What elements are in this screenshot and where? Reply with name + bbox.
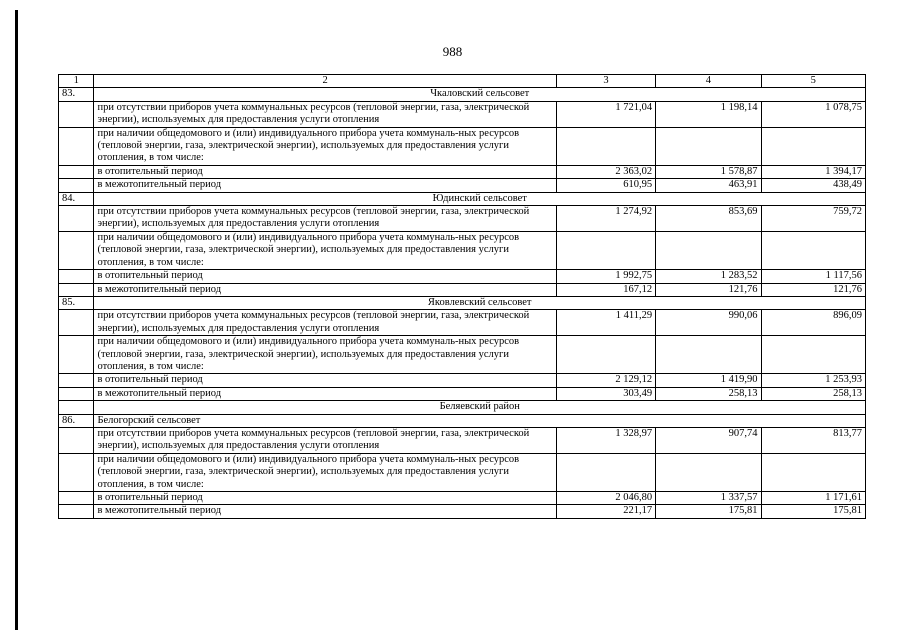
table-row xyxy=(59,492,866,505)
table-row xyxy=(59,231,866,269)
section-title-row xyxy=(59,192,866,205)
header-cell: 3 xyxy=(556,75,655,88)
table-row xyxy=(59,206,866,232)
row-number: 84. xyxy=(59,192,94,205)
value-cell: 853,69 xyxy=(656,206,761,232)
table-row xyxy=(59,127,866,165)
section-title-row xyxy=(59,296,866,309)
value-cell: 2 363,02 xyxy=(556,165,655,178)
section-title-row xyxy=(59,414,866,427)
row-description: при наличии общедомового и (или) индивидуального прибора учета коммуналь-ных ресурсов (тепловой энергии, газа, электрической энергии), используемых для предоставления услуги отопления, в том числе: xyxy=(94,336,556,374)
value-cell: 1 992,75 xyxy=(556,270,655,283)
value-cell: 167,12 xyxy=(556,283,655,296)
value-cell: 1 419,90 xyxy=(656,374,761,387)
value-cell: 463,91 xyxy=(656,179,761,192)
row-number: 83. xyxy=(59,88,94,101)
table-row xyxy=(59,165,866,178)
header-row xyxy=(59,75,866,88)
settlement-name: Чкаловский сельсовет xyxy=(94,88,866,101)
value-cell: 258,13 xyxy=(656,387,761,400)
row-description: при отсутствии приборов учета коммунальных ресурсов (тепловой энергии, газа, электрической энергии), используемых для предоставления услуги отопления xyxy=(94,310,556,336)
row-description: в межотопительный период xyxy=(94,283,556,296)
value-cell: 2 129,12 xyxy=(556,374,655,387)
value-cell: 1 253,93 xyxy=(761,374,865,387)
left-margin-bar xyxy=(15,10,18,630)
row-number: 85. xyxy=(59,296,94,309)
row-number: 86. xyxy=(59,414,94,427)
row-description: при наличии общедомового и (или) индивидуального прибора учета коммуналь-ных ресурсов (тепловой энергии, газа, электрической энергии), используемых для предоставления услуги отопления, в том числе: xyxy=(94,127,556,165)
value-cell: 175,81 xyxy=(761,505,865,518)
value-cell: 221,17 xyxy=(556,505,655,518)
table-row xyxy=(59,179,866,192)
value-cell: 175,81 xyxy=(656,505,761,518)
value-cell: 1 078,75 xyxy=(761,101,865,127)
value-cell: 610,95 xyxy=(556,179,655,192)
tariff-table xyxy=(58,74,866,519)
value-cell: 1 721,04 xyxy=(556,101,655,127)
value-cell: 1 283,52 xyxy=(656,270,761,283)
row-description: в межотопительный период xyxy=(94,387,556,400)
header-cell: 4 xyxy=(656,75,761,88)
row-description: при отсутствии приборов учета коммунальных ресурсов (тепловой энергии, газа, электрической энергии), используемых для предоставления услуги отопления xyxy=(94,101,556,127)
settlement-name: Белогорский сельсовет xyxy=(94,414,866,427)
value-cell: 258,13 xyxy=(761,387,865,400)
value-cell: 1 274,92 xyxy=(556,206,655,232)
value-cell: 907,74 xyxy=(656,427,761,453)
row-description: в межотопительный период xyxy=(94,179,556,192)
district-name: Беляевский район xyxy=(94,401,866,414)
table-row xyxy=(59,387,866,400)
section-title-row xyxy=(59,88,866,101)
value-cell: 990,06 xyxy=(656,310,761,336)
value-cell: 1 171,61 xyxy=(761,492,865,505)
value-cell: 1 337,57 xyxy=(656,492,761,505)
row-description: в межотопительный период xyxy=(94,505,556,518)
value-cell: 1 198,14 xyxy=(656,101,761,127)
table-row xyxy=(59,427,866,453)
header-cell: 2 xyxy=(94,75,556,88)
table-row xyxy=(59,101,866,127)
row-description: при наличии общедомового и (или) индивидуального прибора учета коммуналь-ных ресурсов (тепловой энергии, газа, электрической энергии), используемых для предоставления услуги отопления, в том числе: xyxy=(94,453,556,491)
value-cell: 438,49 xyxy=(761,179,865,192)
value-cell: 759,72 xyxy=(761,206,865,232)
value-cell: 896,09 xyxy=(761,310,865,336)
value-cell: 1 328,97 xyxy=(556,427,655,453)
row-description: в отопительный период xyxy=(94,374,556,387)
row-description: при отсутствии приборов учета коммунальных ресурсов (тепловой энергии, газа, электрической энергии), используемых для предоставления услуги отопления xyxy=(94,427,556,453)
value-cell: 1 411,29 xyxy=(556,310,655,336)
value-cell: 303,49 xyxy=(556,387,655,400)
header-cell: 5 xyxy=(761,75,865,88)
district-row xyxy=(59,401,866,414)
table-row xyxy=(59,453,866,491)
value-cell: 1 578,87 xyxy=(656,165,761,178)
row-description: в отопительный период xyxy=(94,165,556,178)
value-cell: 121,76 xyxy=(656,283,761,296)
header-cell: 1 xyxy=(59,75,94,88)
value-cell: 121,76 xyxy=(761,283,865,296)
table-row xyxy=(59,374,866,387)
page-number: 988 xyxy=(442,44,463,59)
row-description: при наличии общедомового и (или) индивидуального прибора учета коммуналь-ных ресурсов (тепловой энергии, газа, электрической энергии), используемых для предоставления услуги отопления, в том числе: xyxy=(94,231,556,269)
table-row xyxy=(59,505,866,518)
value-cell: 813,77 xyxy=(761,427,865,453)
settlement-name: Яковлевский сельсовет xyxy=(94,296,866,309)
value-cell: 1 117,56 xyxy=(761,270,865,283)
value-cell: 1 394,17 xyxy=(761,165,865,178)
row-description: в отопительный период xyxy=(94,270,556,283)
row-description: при отсутствии приборов учета коммунальных ресурсов (тепловой энергии, газа, электрической энергии), используемых для предоставления услуги отопления xyxy=(94,206,556,232)
value-cell: 2 046,80 xyxy=(556,492,655,505)
table-row xyxy=(59,270,866,283)
table-row xyxy=(59,283,866,296)
row-description: в отопительный период xyxy=(94,492,556,505)
table-row xyxy=(59,310,866,336)
settlement-name: Юдинский сельсовет xyxy=(94,192,866,205)
table-row xyxy=(59,336,866,374)
